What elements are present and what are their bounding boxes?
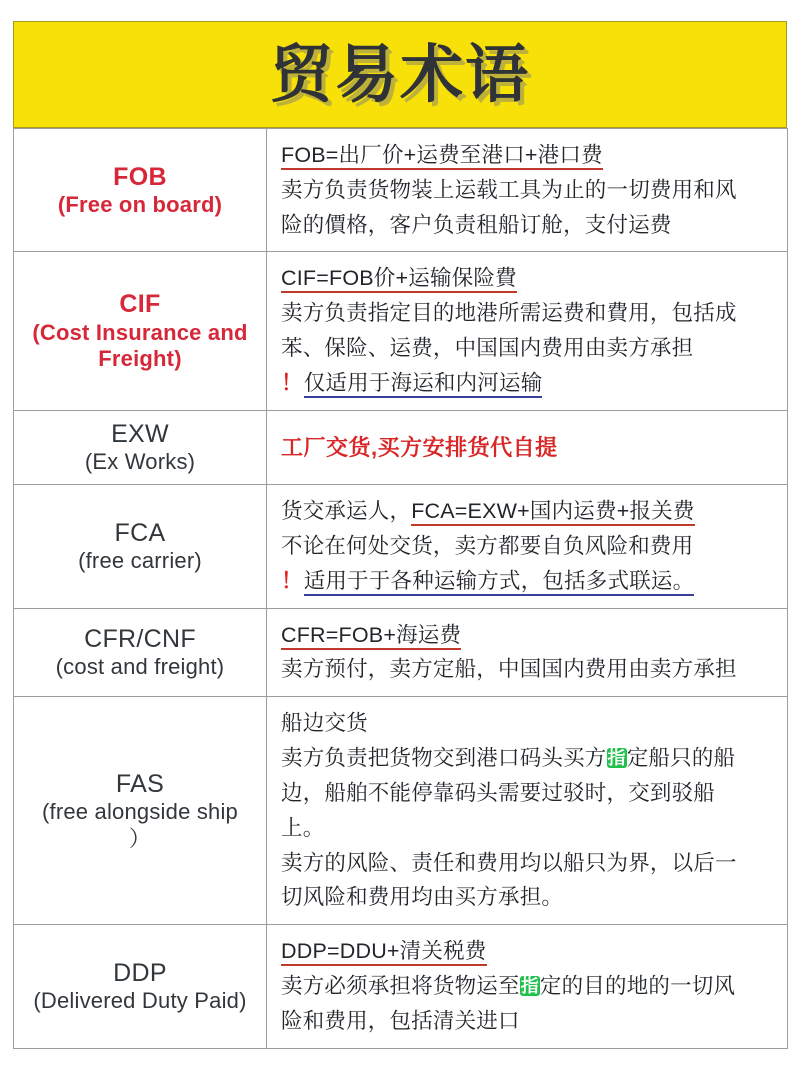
term-cell — [14, 410, 267, 484]
description-cell — [267, 129, 788, 252]
description-cell — [267, 925, 788, 1048]
description-cell — [267, 608, 788, 697]
description-line — [281, 494, 781, 529]
table-row — [14, 252, 788, 410]
description-group — [267, 129, 787, 251]
line-text-after-highlight: 定的目的地的一切风 — [539, 974, 736, 999]
underlined-text: 仅适用于海运和内河运输 — [304, 371, 543, 398]
description-line — [281, 173, 781, 208]
description-line — [281, 296, 781, 331]
description-group — [267, 609, 787, 697]
description-group — [267, 925, 787, 1047]
table-row — [14, 608, 788, 697]
description-line — [281, 741, 781, 776]
underlined-text: CFR=FOB+海运费 — [281, 623, 461, 650]
description-cell — [267, 485, 788, 608]
table-row — [14, 410, 788, 484]
line-text-before-highlight: 卖方负责把货物交到港口码头买方 — [281, 746, 607, 771]
description-line — [281, 652, 781, 687]
description-group — [267, 252, 787, 409]
description-line — [281, 564, 781, 599]
description-cell — [267, 252, 788, 410]
term-cell — [14, 252, 267, 410]
warning-exclamation-icon: ！ — [281, 568, 303, 593]
term-full-name: (cost and freight) — [55, 654, 225, 680]
line-text: 卖方的风险、责任和费用均以船只为界，以后一 — [281, 850, 737, 875]
term-full-name: (Free on board) — [57, 192, 223, 218]
description-cell — [267, 697, 788, 925]
line-text-after-highlight: 定船只的船 — [626, 746, 736, 771]
trade-terms-table — [13, 128, 788, 1049]
term-label-group — [14, 411, 266, 484]
page-title: 贸易术语 — [270, 38, 530, 111]
description-line — [281, 706, 781, 741]
line-text: 切风险和费用均由买方承担。 — [281, 885, 564, 910]
description-line — [281, 331, 781, 366]
term-abbreviation: CIF — [119, 290, 161, 319]
description-line — [281, 366, 781, 401]
description-line — [281, 618, 781, 653]
line-text: 边，船舶不能停靠码头需要过驳时，交到驳船 — [281, 780, 716, 805]
description-line — [281, 934, 781, 969]
description-line — [281, 261, 781, 296]
term-label-group — [14, 616, 266, 689]
line-text: 卖方负责指定目的地港所需运费和費用，包括成 — [281, 301, 737, 326]
underlined-text: 适用于于各种运输方式，包括多式联运。 — [304, 569, 695, 596]
table-row — [14, 697, 788, 925]
table-row — [14, 485, 788, 608]
term-label-group — [14, 950, 266, 1023]
line-text: 卖方负责货物装上运载工具为止的一切费用和风 — [281, 177, 737, 202]
description-line — [281, 969, 781, 1004]
underlined-text: CIF=FOB价+运输保险費 — [281, 266, 517, 293]
term-abbreviation: CFR/CNF — [84, 624, 196, 653]
term-full-name: (Ex Works) — [84, 449, 196, 475]
green-highlight-character: 指 — [607, 748, 626, 769]
description-group — [267, 697, 787, 924]
line-text-before-highlight: 卖方必须承担将货物运至 — [281, 974, 520, 999]
line-text: 苯、保险、运费，中国国内费用由卖方承担 — [281, 336, 694, 361]
table-row — [14, 925, 788, 1048]
description-line — [281, 1004, 781, 1039]
line-text: 不论在何处交货，卖方都要自负风险和费用 — [281, 533, 694, 558]
description-line — [281, 529, 781, 564]
term-cell — [14, 129, 267, 252]
term-abbreviation: FCA — [114, 518, 166, 547]
underlined-text: FCA=EXW+国内运费+报关费 — [411, 499, 694, 526]
description-cell — [267, 410, 788, 484]
term-full-name: (free carrier) — [78, 548, 202, 574]
green-highlight-character: 指 — [520, 976, 539, 997]
underlined-text: DDP=DDU+清关税费 — [281, 939, 487, 966]
line-text: 工厂交货,买方安排货代自提 — [281, 434, 558, 460]
trade-terms-table-body — [14, 129, 788, 1049]
term-abbreviation: FOB — [113, 162, 167, 191]
description-line — [281, 846, 781, 881]
term-cell — [14, 608, 267, 697]
title-banner — [13, 21, 787, 128]
term-label-group — [14, 510, 266, 583]
term-cell — [14, 925, 267, 1048]
line-text: 船边交货 — [281, 711, 368, 736]
term-cell — [14, 485, 267, 608]
term-full-name: (free alongside ship ） — [41, 799, 238, 851]
table-row — [14, 129, 788, 252]
description-group — [267, 485, 787, 607]
term-full-name: (Delivered Duty Paid) — [33, 988, 247, 1014]
line-text: 卖方预付，卖方定船，中国国内费用由卖方承担 — [281, 657, 737, 682]
description-line — [281, 138, 781, 173]
description-line — [281, 430, 781, 466]
description-line — [281, 880, 781, 915]
description-group — [267, 421, 787, 475]
term-label-group — [14, 154, 266, 227]
term-abbreviation: EXW — [111, 419, 169, 448]
line-text: 险和费用，包括清关进口 — [281, 1008, 520, 1033]
term-label-group — [14, 761, 266, 861]
description-line — [281, 208, 781, 243]
term-abbreviation: FAS — [115, 769, 165, 798]
warning-exclamation-icon: ！ — [281, 370, 303, 395]
line-text: 上。 — [281, 815, 325, 840]
term-abbreviation: DDP — [113, 958, 167, 987]
term-label-group — [14, 281, 266, 381]
description-line — [281, 776, 781, 811]
term-full-name: (Cost Insurance and Freight) — [32, 319, 248, 372]
line-text: 险的價格，客户负责租船订舱，支付运费 — [281, 212, 672, 237]
line-prefix-text: 货交承运人， — [281, 499, 412, 524]
description-line — [281, 811, 781, 846]
underlined-text: FOB=出厂价+运费至港口+港口费 — [281, 143, 603, 170]
term-cell — [14, 697, 267, 925]
